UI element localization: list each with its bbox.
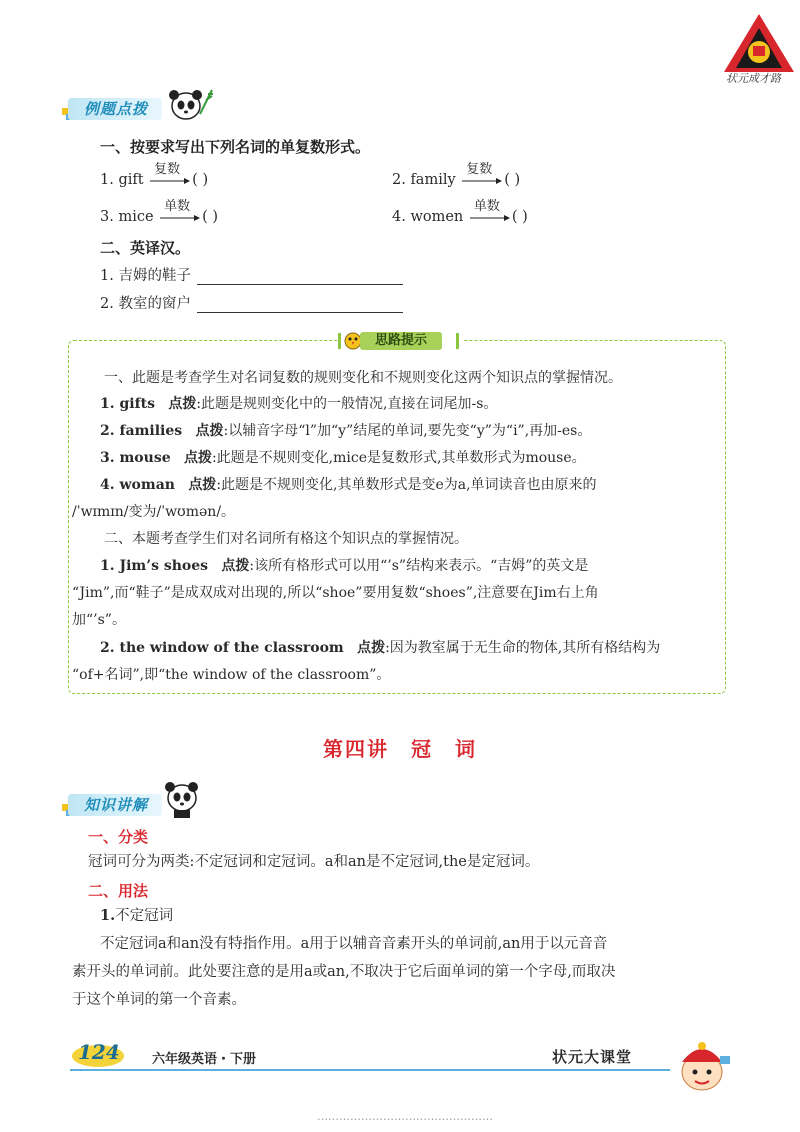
q1-title: 一、按要求写出下列名词的单复数形式。 <box>100 138 371 156</box>
hint-title: 思路提示 <box>338 329 464 353</box>
arrow-icon: 复数 <box>462 173 502 187</box>
example-banner-label: 例题点拨 <box>68 98 162 120</box>
knowledge-banner-label: 知识讲解 <box>68 794 162 816</box>
knowledge-p2-line2: 素开头的单词前。此处要注意的是用a或an,不取决于它后面单词的第一个字母,而取决 <box>72 964 616 980</box>
exercise-item-3: 3. mice 单数 ( ) <box>100 199 219 225</box>
answer-line[interactable] <box>197 270 403 285</box>
example-banner <box>68 96 228 122</box>
hint-a4-cont: /ˈwɪmɪn/变为/ˈwʊmən/。 <box>72 504 236 520</box>
footer-divider <box>70 1069 670 1071</box>
mascot-icon <box>668 1036 736 1098</box>
page-number: 124 <box>70 1040 126 1068</box>
exercise-item-2: 2. family 复数 ( ) <box>392 162 521 188</box>
hint-p2: 二、本题考查学生们对名词所有格这个知识点的掌握情况。 <box>104 531 468 547</box>
chapter-title: 第四讲 冠 词 <box>323 737 477 761</box>
hint-b1-cont1: “Jim”,而“鞋子”是成双成对出现的,所以“shoe”要用复数“shoes”,注意要在Jim右上角 <box>72 585 599 601</box>
hint-b2-cont: “of+名词”,即“the window of the classroom”。 <box>72 667 391 683</box>
logo-text: 状元成才路 <box>726 72 781 85</box>
knowledge-p2-line1: 不定冠词a和an没有特指作用。a用于以辅音音素开头的单词前,an用于以元音音 <box>100 936 608 952</box>
arrow-icon: 单数 <box>470 210 510 224</box>
arrow-icon: 复数 <box>150 173 190 187</box>
arrow-icon: 单数 <box>160 210 200 224</box>
hint-b2: 2. the window of the classroom 点拨:因为教室属于无生命的物体,其所有格结构为 <box>100 640 661 656</box>
section-heading-2: 二、用法 <box>88 882 149 900</box>
translate-item-2: 2. 教室的窗户 <box>100 292 403 313</box>
section-heading-1: 一、分类 <box>88 828 149 846</box>
knowledge-banner <box>68 792 228 818</box>
translate-item-1: 1. 吉姆的鞋子 <box>100 264 403 285</box>
hint-b1-cont2: 加“’s”。 <box>72 612 126 628</box>
exercise-item-4: 4. women 单数 ( ) <box>392 199 528 225</box>
panda-icon <box>160 776 204 820</box>
hint-a3: 3. mouse 点拨:此题是不规则变化,mice是复数形式,其单数形式为mouse。 <box>100 450 586 466</box>
hint-b1: 1. Jim’s shoes 点拨:该所有格形式可以用“’s”结构来表示。“吉姆”的英文是 <box>100 558 589 574</box>
hint-p1: 一、此题是考查学生对名词复数的规则变化和不规则变化这两个知识点的掌握情况。 <box>104 370 622 386</box>
book-title: 六年级英语・下册 <box>152 1052 257 1067</box>
answer-line[interactable] <box>197 298 403 313</box>
hint-a2: 2. families 点拨:以辅音字母“l”加“y”结尾的单词,要先变“y”为“i”,再加-es。 <box>100 423 592 439</box>
q2-title: 二、英译汉。 <box>100 239 191 257</box>
exercise-item-1: 1. gift 复数 ( ) <box>100 162 209 188</box>
hint-a4: 4. woman 点拨:此题是不规则变化,其单数形式是变e为a,单词读音也由原来的 <box>100 477 597 493</box>
bottom-note: ………………………………………… <box>317 1110 493 1123</box>
panda-icon <box>164 84 214 124</box>
hint-a1: 1. gifts 点拨:此题是规则变化中的一般情况,直接在词尾加-s。 <box>100 396 498 412</box>
knowledge-p1: 冠词可分为两类:不定冠词和定冠词。a和an是不定冠词,the是定冠词。 <box>88 854 540 870</box>
subheading-1: 1.不定冠词 <box>100 907 174 924</box>
brand-name: 状元大课堂 <box>552 1048 633 1066</box>
knowledge-p2-line3: 于这个单词的第一个音素。 <box>72 992 246 1008</box>
